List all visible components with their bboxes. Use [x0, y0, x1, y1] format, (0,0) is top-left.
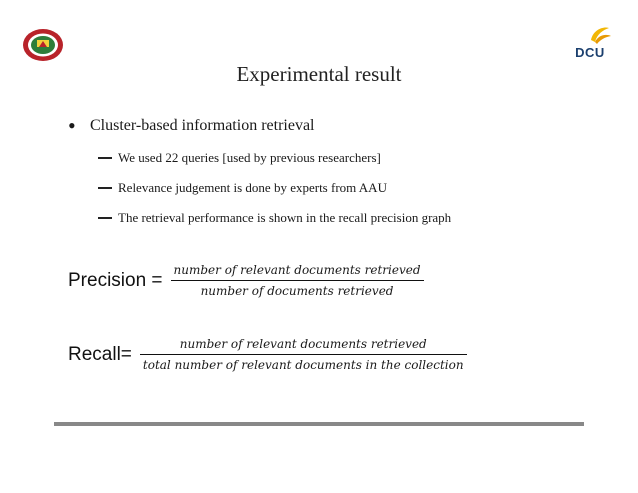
recall-denominator: total number of relevant documents in the collection	[142, 358, 464, 372]
sub-point-3	[98, 210, 451, 226]
dash-icon	[98, 187, 112, 189]
recall-formula	[68, 337, 467, 372]
precision-label: Precision =	[68, 269, 163, 291]
fraction-bar	[140, 354, 467, 355]
main-bullet-text: Cluster-based information retrieval	[90, 117, 315, 134]
slide-title: Experimental result	[236, 62, 402, 86]
precision-formula	[68, 263, 424, 298]
bottom-divider	[54, 422, 584, 426]
precision-denominator: number of documents retrieved	[200, 284, 394, 298]
dcu-logo-text: DCU	[575, 45, 605, 60]
fraction-bar	[171, 280, 424, 281]
sub-point-text: The retrieval performance is shown in the recall precision graph	[118, 210, 452, 225]
sub-point-1	[98, 150, 381, 166]
sub-point-text: We used 22 queries [used by previous researchers]	[118, 150, 381, 165]
dash-icon	[98, 157, 112, 159]
recall-label: Recall=	[68, 343, 132, 365]
main-bullet	[68, 115, 315, 137]
recall-numerator: number of relevant documents retrieved	[179, 337, 427, 351]
recall-fraction	[140, 337, 467, 372]
university-seal-icon	[22, 28, 64, 62]
sub-point-text: Relevance judgement is done by experts from AAU	[118, 180, 387, 195]
bullet-dot-icon: •	[68, 113, 76, 138]
dash-icon	[98, 217, 112, 219]
sub-point-2	[98, 180, 387, 196]
precision-fraction	[171, 263, 424, 298]
precision-numerator: number of relevant documents retrieved	[173, 263, 421, 277]
